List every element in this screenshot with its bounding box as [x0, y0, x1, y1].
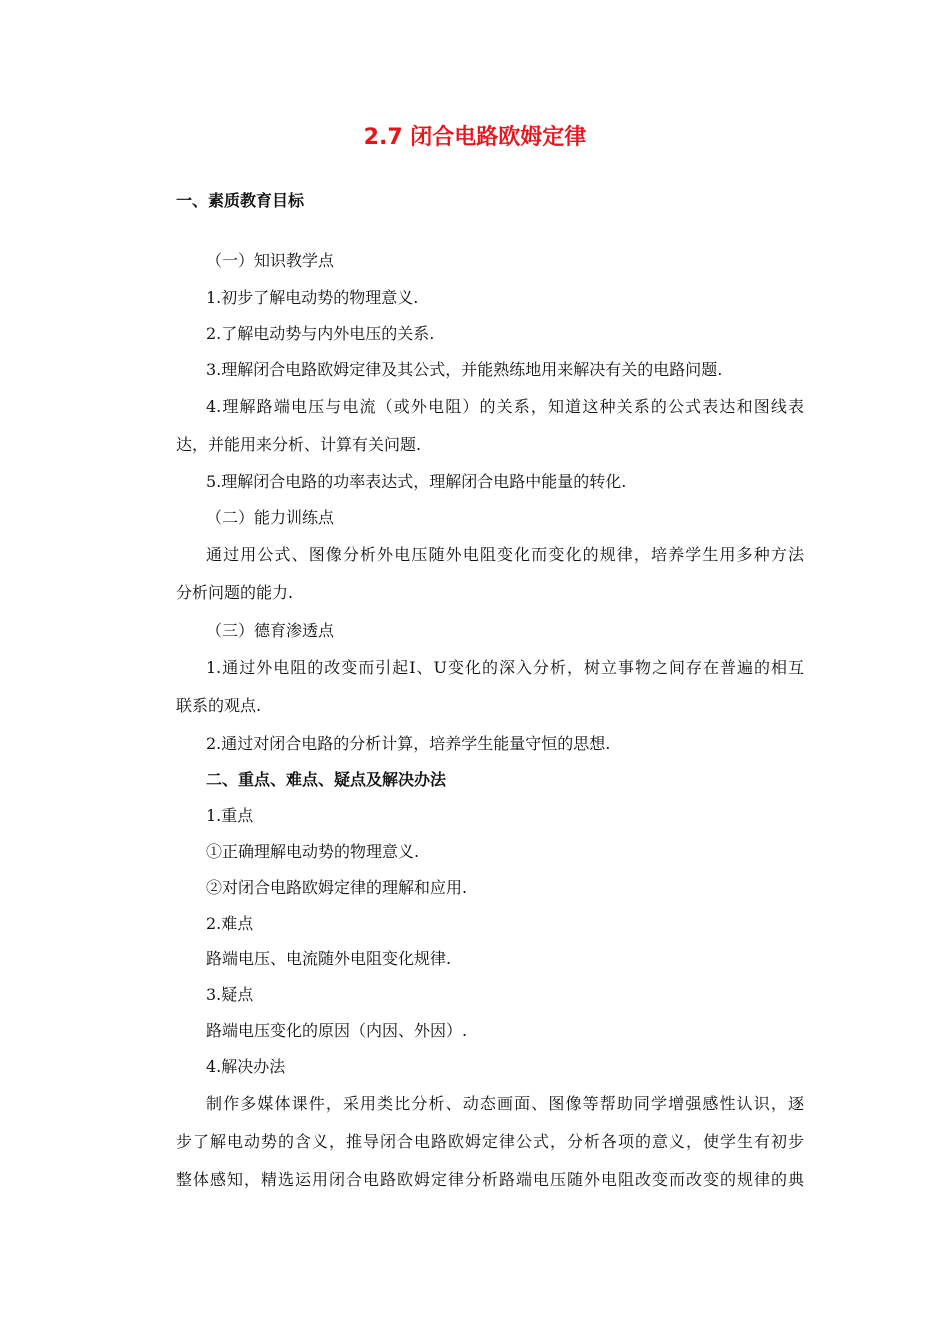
paragraph: 2.难点 [206, 914, 254, 933]
paragraph: 3.疑点 [206, 985, 254, 1004]
paragraph: 2.了解电动势与内外电压的关系. [206, 324, 435, 343]
paragraph: 联系的观点. [176, 696, 262, 715]
paragraph: 4.解决办法 [206, 1057, 286, 1076]
paragraph: 制作多媒体课件，采用类比分析、动态画面、图像等帮助同学增强感性认识，逐 [206, 1094, 804, 1113]
paragraph: 1.初步了解电动势的物理意义. [206, 288, 419, 307]
paragraph: 达，并能用来分析、计算有关问题. [176, 435, 422, 454]
paragraph: ②对闭合电路欧姆定律的理解和应用. [206, 878, 468, 897]
paragraph: 1.重点 [206, 806, 254, 825]
subheading-knowledge: （一）知识教学点 [206, 251, 335, 270]
page-title: 2.7 闭合电路欧姆定律 [363, 125, 587, 150]
section-heading-keypoints: 二、重点、难点、疑点及解决办法 [206, 770, 447, 789]
subheading-ability: （二）能力训练点 [206, 508, 335, 527]
paragraph: 2.通过对闭合电路的分析计算，培养学生能量守恒的思想. [206, 734, 611, 753]
paragraph: ①正确理解电动势的物理意义. [206, 842, 420, 861]
paragraph: 路端电压变化的原因（内因、外因）. [206, 1021, 468, 1040]
paragraph: 分析问题的能力. [176, 583, 294, 602]
paragraph: 4.理解路端电压与电流（或外电阻）的关系，知道这种关系的公式表达和图线表 [206, 397, 804, 416]
paragraph: 通过用公式、图像分析外电压随外电阻变化而变化的规律，培养学生用多种方法 [206, 545, 804, 564]
paragraph: 5.理解闭合电路的功率表达式，理解闭合电路中能量的转化. [206, 472, 627, 491]
paragraph: 步了解电动势的含义，推导闭合电路欧姆定律公式，分析各项的意义，使学生有初步 [176, 1132, 804, 1151]
subheading-moral: （三）德育渗透点 [206, 621, 335, 640]
paragraph: 1.通过外电阻的改变而引起I、U变化的深入分析，树立事物之间存在普遍的相互 [206, 658, 804, 677]
paragraph: 整体感知，精选运用闭合电路欧姆定律分析路端电压随外电阻改变而改变的规律的典 [176, 1170, 804, 1189]
paragraph: 路端电压、电流随外电阻变化规律. [206, 949, 452, 968]
section-heading-goals: 一、素质教育目标 [176, 191, 305, 210]
paragraph: 3.理解闭合电路欧姆定律及其公式，并能熟练地用来解决有关的电路问题. [206, 360, 723, 379]
